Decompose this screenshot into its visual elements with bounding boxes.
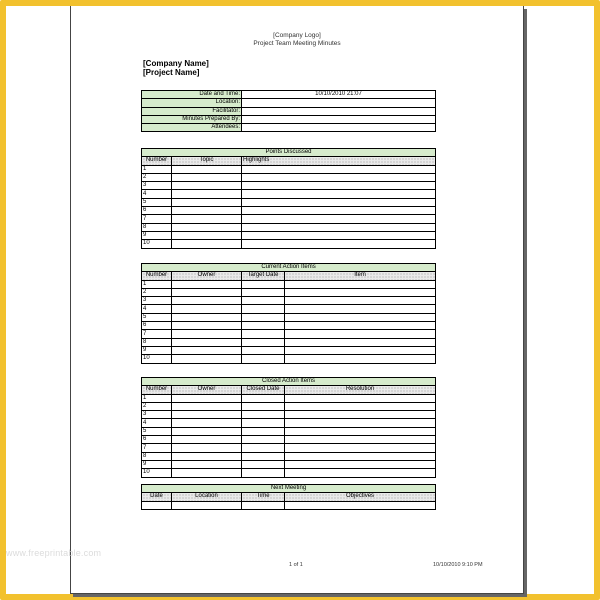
table-cell[interactable] xyxy=(285,469,436,477)
next-meeting-title: Next Meeting xyxy=(142,485,436,493)
table-cell[interactable] xyxy=(285,452,436,460)
table-cell[interactable] xyxy=(285,501,436,509)
column-header-closed-date: Closed Date xyxy=(242,386,285,394)
table-row xyxy=(142,444,436,452)
table-cell[interactable] xyxy=(172,280,242,288)
table-row xyxy=(142,355,436,363)
row-number: 10 xyxy=(142,240,172,248)
table-cell[interactable] xyxy=(285,280,436,288)
print-timestamp: 10/10/2010 9:10 PM xyxy=(433,562,483,568)
row-number: 5 xyxy=(142,313,172,321)
row-number: 8 xyxy=(142,338,172,346)
table-cell[interactable] xyxy=(242,330,285,338)
table-cell[interactable] xyxy=(242,460,285,468)
table-cell[interactable] xyxy=(242,394,285,402)
table-cell[interactable] xyxy=(172,501,242,509)
table-row xyxy=(142,402,436,410)
meeting-info-table xyxy=(141,90,436,132)
table-row xyxy=(142,394,436,402)
table-cell[interactable] xyxy=(242,190,436,198)
table-cell[interactable] xyxy=(285,313,436,321)
row-number: 4 xyxy=(142,190,172,198)
meta-label: Attendees: xyxy=(142,124,242,132)
table-cell[interactable] xyxy=(172,411,242,419)
table-cell[interactable] xyxy=(172,338,242,346)
table-row xyxy=(142,280,436,288)
next-meeting-table xyxy=(141,484,436,510)
table-cell[interactable] xyxy=(172,419,242,427)
table-cell[interactable] xyxy=(242,501,285,509)
table-cell[interactable] xyxy=(172,355,242,363)
table-cell[interactable] xyxy=(242,469,285,477)
table-cell[interactable] xyxy=(242,427,285,435)
table-cell[interactable] xyxy=(172,427,242,435)
table-row xyxy=(142,411,436,419)
row-number: 1 xyxy=(142,394,172,402)
column-header-objectives: Objectives xyxy=(285,493,436,501)
column-header-owner: Owner xyxy=(172,272,242,280)
document-title: Project Team Meeting Minutes xyxy=(253,40,341,47)
table-cell[interactable] xyxy=(285,288,436,296)
row-number: 6 xyxy=(142,436,172,444)
row-number: 4 xyxy=(142,305,172,313)
company-block xyxy=(143,59,209,77)
table-row xyxy=(142,190,436,198)
table-cell[interactable] xyxy=(172,444,242,452)
table-cell[interactable] xyxy=(172,215,242,223)
table-cell[interactable] xyxy=(285,330,436,338)
table-cell[interactable] xyxy=(242,215,436,223)
table-cell[interactable] xyxy=(172,313,242,321)
column-header-owner: Owner xyxy=(172,386,242,394)
row-number: 2 xyxy=(142,402,172,410)
table-cell[interactable] xyxy=(172,469,242,477)
meta-row xyxy=(142,107,436,115)
table-cell[interactable] xyxy=(242,402,285,410)
table-cell[interactable] xyxy=(172,288,242,296)
column-header-location: Location xyxy=(172,493,242,501)
row-number: 2 xyxy=(142,288,172,296)
row-number: 6 xyxy=(142,207,172,215)
table-cell[interactable] xyxy=(242,346,285,354)
table-row xyxy=(142,330,436,338)
table-cell[interactable] xyxy=(285,338,436,346)
table-row xyxy=(142,338,436,346)
table-cell[interactable] xyxy=(172,223,242,231)
table-cell[interactable] xyxy=(285,402,436,410)
table-cell[interactable] xyxy=(242,280,285,288)
table-cell[interactable] xyxy=(242,313,285,321)
table-cell[interactable] xyxy=(172,460,242,468)
table-cell[interactable] xyxy=(242,288,285,296)
points-discussed-title: Points Discussed xyxy=(142,149,436,157)
table-cell[interactable] xyxy=(285,444,436,452)
meta-row xyxy=(142,115,436,123)
table-cell[interactable] xyxy=(242,322,285,330)
table-cell[interactable] xyxy=(242,182,436,190)
current-action-items-title: Current Action Items xyxy=(142,264,436,272)
table-cell[interactable] xyxy=(172,297,242,305)
table-cell[interactable] xyxy=(242,338,285,346)
table-cell[interactable] xyxy=(172,305,242,313)
closed-action-items-title: Closed Action Items xyxy=(142,378,436,386)
row-number: 7 xyxy=(142,215,172,223)
table-cell[interactable] xyxy=(172,173,242,181)
table-cell[interactable] xyxy=(242,165,436,173)
table-cell[interactable] xyxy=(172,165,242,173)
column-header-resolution: Resolution xyxy=(285,386,436,394)
meta-row xyxy=(142,91,436,99)
row-number: 8 xyxy=(142,223,172,231)
company-logo-placeholder: [Company Logo] xyxy=(273,32,321,39)
row-number: 5 xyxy=(142,427,172,435)
table-cell[interactable] xyxy=(242,198,436,206)
table-cell[interactable] xyxy=(285,460,436,468)
meta-value-field[interactable] xyxy=(242,124,436,132)
table-row xyxy=(142,165,436,173)
current-action-items-table xyxy=(141,263,436,364)
table-row xyxy=(142,501,436,509)
table-cell[interactable] xyxy=(172,231,242,239)
table-row xyxy=(142,223,436,231)
meta-value-field[interactable] xyxy=(242,99,436,107)
column-header-number: Number xyxy=(142,272,172,280)
table-cell[interactable] xyxy=(285,346,436,354)
meta-label: Minutes Prepared By: xyxy=(142,115,242,123)
table-row xyxy=(142,436,436,444)
table-cell[interactable] xyxy=(285,427,436,435)
table-cell[interactable] xyxy=(172,394,242,402)
table-cell[interactable] xyxy=(242,231,436,239)
row-number: 3 xyxy=(142,411,172,419)
table-cell[interactable] xyxy=(172,198,242,206)
column-header-highlights: Highlights xyxy=(242,157,436,165)
table-row xyxy=(142,182,436,190)
table-cell[interactable] xyxy=(242,452,285,460)
table-cell[interactable] xyxy=(285,419,436,427)
table-row xyxy=(142,288,436,296)
page-number: 1 of 1 xyxy=(289,562,303,568)
meta-label: Date and Time: xyxy=(142,91,242,99)
document-page xyxy=(70,6,524,594)
table-cell[interactable] xyxy=(285,411,436,419)
row-number: 3 xyxy=(142,297,172,305)
table-row xyxy=(142,452,436,460)
table-cell[interactable] xyxy=(285,436,436,444)
table-cell[interactable] xyxy=(172,346,242,354)
table-cell[interactable] xyxy=(242,444,285,452)
row-number: 4 xyxy=(142,419,172,427)
meta-row xyxy=(142,99,436,107)
table-cell[interactable] xyxy=(285,305,436,313)
row-number: 3 xyxy=(142,182,172,190)
meta-value-field[interactable] xyxy=(242,107,436,115)
table-cell[interactable] xyxy=(242,305,285,313)
points-discussed-table xyxy=(141,148,436,249)
table-row xyxy=(142,346,436,354)
company-name: [Company Name] xyxy=(143,59,209,68)
row-number: 6 xyxy=(142,322,172,330)
table-row xyxy=(142,305,436,313)
table-cell[interactable] xyxy=(172,190,242,198)
row-number: 7 xyxy=(142,330,172,338)
table-cell[interactable] xyxy=(172,436,242,444)
table-row xyxy=(142,297,436,305)
table-cell[interactable] xyxy=(172,322,242,330)
table-cell[interactable] xyxy=(172,182,242,190)
table-row xyxy=(142,173,436,181)
table-cell[interactable] xyxy=(242,355,285,363)
table-cell[interactable] xyxy=(172,402,242,410)
table-cell[interactable] xyxy=(242,223,436,231)
table-cell[interactable] xyxy=(242,419,285,427)
meta-label: Location: xyxy=(142,99,242,107)
table-cell[interactable] xyxy=(142,501,172,509)
row-number: 9 xyxy=(142,460,172,468)
row-number: 2 xyxy=(142,173,172,181)
table-row xyxy=(142,198,436,206)
row-number: 1 xyxy=(142,165,172,173)
table-cell[interactable] xyxy=(285,355,436,363)
row-number: 1 xyxy=(142,280,172,288)
project-name: [Project Name] xyxy=(143,68,200,77)
table-row xyxy=(142,322,436,330)
row-number: 5 xyxy=(142,198,172,206)
row-number: 10 xyxy=(142,355,172,363)
meta-value-field[interactable] xyxy=(242,115,436,123)
row-number: 9 xyxy=(142,346,172,354)
table-cell[interactable] xyxy=(285,322,436,330)
table-cell[interactable] xyxy=(242,411,285,419)
table-row xyxy=(142,460,436,468)
column-header-number: Number xyxy=(142,386,172,394)
meta-row xyxy=(142,124,436,132)
table-row xyxy=(142,427,436,435)
row-number: 8 xyxy=(142,452,172,460)
row-number: 9 xyxy=(142,231,172,239)
table-cell[interactable] xyxy=(242,207,436,215)
table-cell[interactable] xyxy=(285,297,436,305)
row-number: 10 xyxy=(142,469,172,477)
table-cell[interactable] xyxy=(242,297,285,305)
meta-value-field[interactable]: 10/10/2010 21:07 xyxy=(242,91,436,99)
column-header-number: Number xyxy=(142,157,172,165)
column-header-topic: Topic xyxy=(172,157,242,165)
row-number: 7 xyxy=(142,444,172,452)
column-header-item: Item xyxy=(285,272,436,280)
table-cell[interactable] xyxy=(172,207,242,215)
table-cell[interactable] xyxy=(172,330,242,338)
watermark-text: www.freeprintable.com xyxy=(6,548,102,558)
table-cell[interactable] xyxy=(242,436,285,444)
closed-action-items-table xyxy=(141,377,436,478)
table-cell[interactable] xyxy=(172,452,242,460)
table-row xyxy=(142,207,436,215)
column-header-date: Date xyxy=(142,493,172,501)
meta-label: Facilitator: xyxy=(142,107,242,115)
column-header-time: Time xyxy=(242,493,285,501)
table-cell[interactable] xyxy=(172,240,242,248)
column-header-target-date: Target Date xyxy=(242,272,285,280)
table-row xyxy=(142,215,436,223)
table-row xyxy=(142,231,436,239)
table-cell[interactable] xyxy=(242,173,436,181)
table-row xyxy=(142,419,436,427)
table-row xyxy=(142,313,436,321)
table-row xyxy=(142,469,436,477)
table-cell[interactable] xyxy=(242,240,436,248)
table-cell[interactable] xyxy=(285,394,436,402)
table-row xyxy=(142,240,436,248)
